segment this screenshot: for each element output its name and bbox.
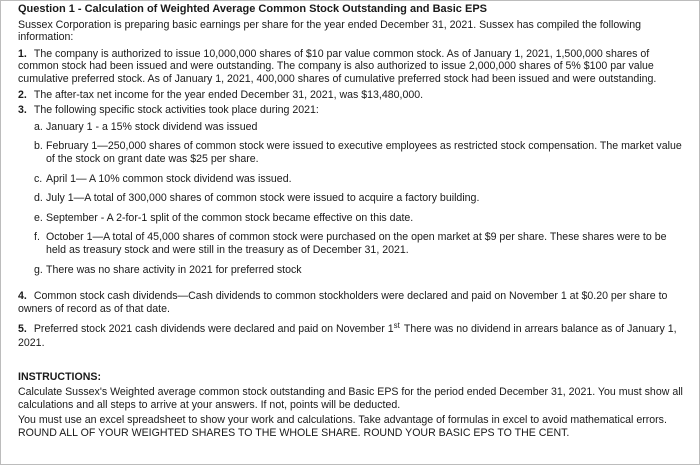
activity-letter: a. [34,120,43,133]
activity-letter: e. [34,211,43,224]
item-number: 4. [18,290,27,303]
item-number: 1. [18,47,27,60]
activity-g [34,264,686,277]
stock-activities-list [34,121,686,276]
item-1 [18,48,686,86]
item-4 [18,290,686,315]
item-2 [18,89,686,102]
item-number: 3. [18,104,27,117]
activity-text: February 1—250,000 shares of common stock were issued to executive employees as restricted stock compensation. The market value of the stock on grant date was $25 per share. [46,140,682,165]
activity-e [34,212,686,225]
activity-text: October 1—A total of 45,000 shares of common stock were purchased on the open market at $9 per share. These shares were to be held as treasury stock and were still in the treasury as of December 31, 2021. [46,231,667,256]
item-number: 2. [18,88,27,101]
activity-c [34,173,686,186]
activity-letter: f. [34,231,40,244]
activity-letter: b. [34,140,43,153]
item-3 [18,104,686,117]
item-number: 5. [18,323,27,336]
instructions-heading: INSTRUCTIONS: [18,371,101,384]
activity-text: January 1 - a 15% stock dividend was issued [46,120,258,133]
item-text: The company is authorized to issue 10,000,000 shares of $10 par value common stock. As of January 1, 2021, 1,500,000 shares of common stock had been issued and were outstanding. The company is also authorized to issue 2,000,000 shares of 5% $100 par value cumulative preferred stock. As of January 1, 2021, 400,000 shares of cumulative preferred stock had been issued and were outstanding. [18,47,657,85]
instructions-paragraph-2: You must use an excel spreadsheet to show your work and calculations. Take advantage of formulas in excel to avoid mathematical errors. ROUND ALL OF YOUR WEIGHTED SHARES TO THE WHOLE SHARE. ROUND YOUR BASIC EPS TO THE CENT. [18,414,667,439]
activity-letter: d. [34,192,43,205]
activity-letter: c. [34,172,43,185]
ordinal-superscript: st [393,321,400,331]
activity-text: July 1—A total of 300,000 shares of common stock were issued to acquire a factory building. [46,192,480,205]
item-text: The after-tax net income for the year ended December 31, 2021, was $13,480,000. [33,88,424,101]
activity-f [34,231,686,256]
item-text: Common stock cash dividends—Cash dividends to common stockholders were declared and paid on November 1 at $0.20 per share to owners of record as of that date. [18,290,668,315]
item-text: The following specific stock activities took place during 2021: [33,104,319,117]
spacer [18,283,686,290]
intro-paragraph: Sussex Corporation is preparing basic earnings per share for the year ended December 31, 2021. Sussex has compiled the following information: [18,18,642,44]
activity-text: September - A 2-for-1 split of the common stock became effective on this date. [46,211,414,224]
item-text: Preferred stock 2021 cash dividends were declared and paid on November 1 [33,323,394,336]
document-content [18,3,686,442]
activity-a [34,121,686,134]
question-title: Question 1 - Calculation of Weighted Average Common Stock Outstanding and Basic EPS [18,3,487,15]
activity-letter: g. [34,263,43,276]
activity-b [34,140,686,165]
activity-d [34,192,686,205]
activity-text: There was no share activity in 2021 for preferred stock [46,263,302,276]
item-5 [18,323,686,349]
activity-text: April 1— A 10% common stock dividend was issued. [46,172,292,185]
instructions-paragraph-1: Calculate Sussex's Weighted average common stock outstanding and Basic EPS for the period ended December 31, 2021. You must show all calculations and all steps to arrive at your answers. If not, points will be deducted. [18,386,683,411]
item-text-continued: There was no dividend in arrears balance as of January 1, 2021. [18,323,677,349]
